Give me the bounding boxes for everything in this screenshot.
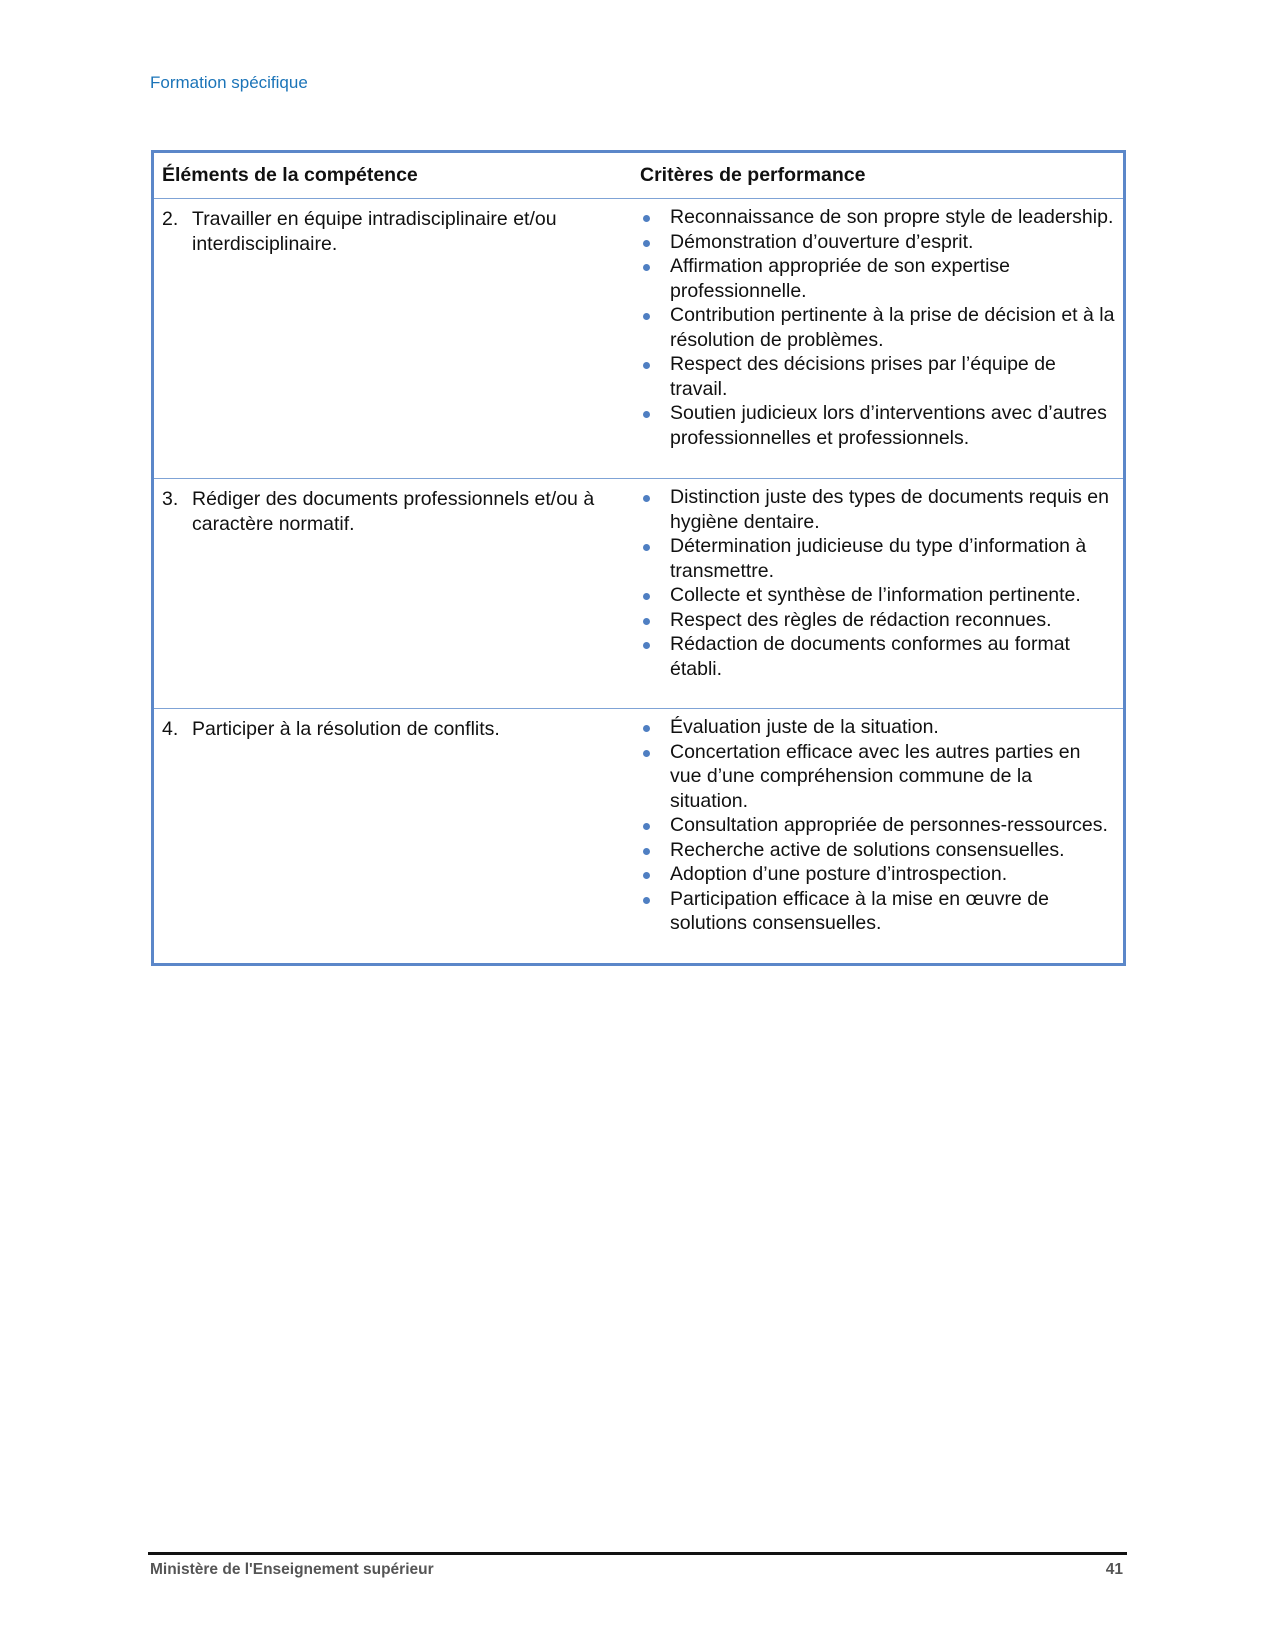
- criteria-item: Démonstration d’ouverture d’esprit.: [640, 230, 1123, 255]
- running-header: Formation spécifique: [150, 73, 308, 92]
- bullet-icon: [643, 642, 650, 649]
- criteria-item: Distinction juste des types de documents requis en hygiène dentaire.: [640, 485, 1123, 534]
- bullet-icon: [643, 750, 650, 757]
- criteria-item: Adoption d’une posture d’introspection.: [640, 862, 1123, 887]
- bullet-icon: [643, 362, 650, 369]
- criteria-item: Détermination judicieuse du type d’information à transmettre.: [640, 534, 1123, 583]
- criteria-list: [640, 479, 1123, 681]
- competence-element: [162, 479, 640, 536]
- bullet-icon: [643, 411, 650, 418]
- bullet-icon: [643, 240, 650, 247]
- criteria-item: Respect des décisions prises par l’équipe de travail.: [640, 352, 1123, 401]
- bullet-icon: [643, 264, 650, 271]
- bullet-icon: [643, 544, 650, 551]
- bullet-icon: [643, 823, 650, 830]
- bullet-icon: [643, 618, 650, 625]
- element-number: 4.: [162, 718, 179, 740]
- bullet-icon: [643, 593, 650, 600]
- table-header-row: [154, 153, 1123, 198]
- criteria-item: Recherche active de solutions consensuelles.: [640, 838, 1123, 863]
- criteria-item: Concertation efficace avec les autres parties en vue d’une compréhension commune de la situation.: [640, 740, 1123, 814]
- criteria-item: Consultation appropriée de personnes-ressources.: [640, 813, 1123, 838]
- table-row: [154, 478, 1123, 708]
- criteria-list: [640, 709, 1123, 936]
- criteria-item: Soutien judicieux lors d’interventions avec d’autres professionnelles et professionnels.: [640, 401, 1123, 450]
- criteria-item: Respect des règles de rédaction reconnues.: [640, 608, 1123, 633]
- element-number: 3.: [162, 488, 179, 510]
- table-row: [154, 198, 1123, 478]
- criteria-item: Reconnaissance de son propre style de leadership.: [640, 205, 1123, 230]
- competence-element: [162, 709, 640, 742]
- element-text: Participer à la résolution de conflits.: [192, 718, 500, 740]
- criteria-item: Rédaction de documents conformes au format établi.: [640, 632, 1123, 681]
- bullet-icon: [643, 313, 650, 320]
- competence-table: [151, 150, 1126, 966]
- criteria-item: Contribution pertinente à la prise de décision et à la résolution de problèmes.: [640, 303, 1123, 352]
- footer-publisher: Ministère de l'Enseignement supérieur: [150, 1561, 434, 1578]
- page-number: 41: [1105, 1561, 1123, 1578]
- competence-element: [162, 199, 640, 256]
- bullet-icon: [643, 495, 650, 502]
- bullet-icon: [643, 848, 650, 855]
- criteria-item: Évaluation juste de la situation.: [640, 715, 1123, 740]
- footer-divider: [148, 1552, 1127, 1555]
- criteria-item: Collecte et synthèse de l’information pertinente.: [640, 583, 1123, 608]
- element-text: Rédiger des documents professionnels et/ou à caractère normatif.: [192, 488, 595, 535]
- element-number: 2.: [162, 208, 179, 230]
- criteria-list: [640, 199, 1123, 450]
- criteria-item: Participation efficace à la mise en œuvre de solutions consensuelles.: [640, 887, 1123, 936]
- criteria-item: Affirmation appropriée de son expertise professionnelle.: [640, 254, 1123, 303]
- bullet-icon: [643, 872, 650, 879]
- element-text: Travailler en équipe intradisciplinaire et/ou interdisciplinaire.: [192, 208, 557, 255]
- bullet-icon: [643, 215, 650, 222]
- bullet-icon: [643, 897, 650, 904]
- bullet-icon: [643, 725, 650, 732]
- column-header-elements: Éléments de la compétence: [162, 164, 418, 186]
- column-header-criteria: Critères de performance: [640, 164, 866, 186]
- table-row: [154, 708, 1123, 963]
